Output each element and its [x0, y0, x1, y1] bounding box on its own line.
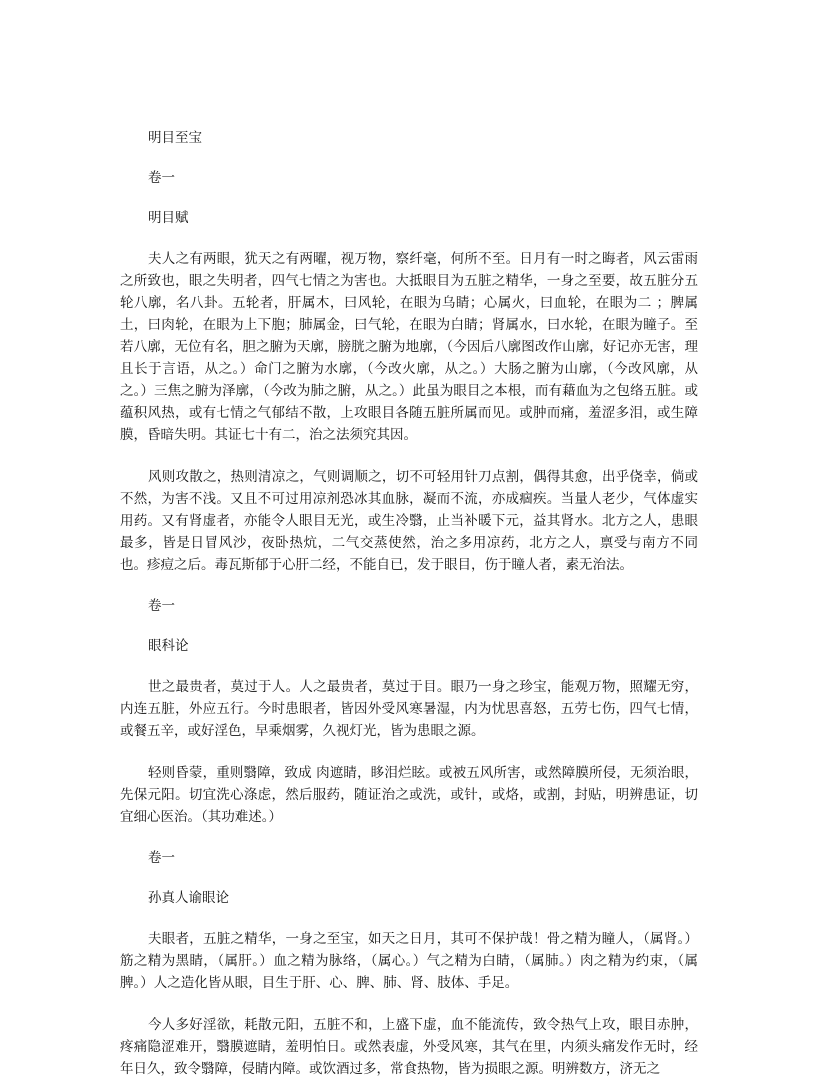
section-title-mingmufu: 明目赋	[148, 210, 189, 226]
paragraph: 轻则昏蒙，重则翳障，致成 肉遮睛，眵泪烂眩。或被五风所害，或然障膜所侵，无须治眼，先保元阳。切宜洗心涤虑，然后服药，随证治之或洗，或针，或烙，或割，封贴，明辨患证，切宜细心医治。（其功难述。）	[120, 765, 698, 825]
section-title-yankelun: 眼科论	[148, 638, 189, 654]
paragraph: 风则攻散之，热则清凉之，气则调顺之，切不可轻用针刀点割，偶得其愈，出乎侥幸，倘或不然，为害不浅。又且不可过用凉剂恐冰其血脉，凝而不流，亦成痼疾。当量人老少，气体虚实用药。又有肾虚者，亦能令人眼目无光，或生冷翳，止当补暖下元，益其肾水。北方之人，患眼最多，皆是日冒风沙，夜卧热炕，二气交蒸使然，治之多用凉药，北方之人，禀受与南方不同也。疹痘之后。毒瓦斯郁于心肝二经，不能自已，发于眼目，伤于瞳人者，素无治法。	[120, 469, 698, 573]
volume-label-3: 卷一	[148, 850, 175, 866]
book-title: 明目至宝	[148, 130, 202, 146]
section-title-sunzhenren: 孙真人谕眼论	[148, 890, 229, 906]
volume-label-2: 卷一	[148, 598, 175, 614]
paragraph: 夫眼者，五脏之精华，一身之至宝，如天之日月，其可不保护哉！骨之精为瞳人，（属肾。）筋之精为黑睛，（属肝。）血之精为脉络，（属心。）气之精为白睛，（属肺。）肉之精为约束，（属脾。）人之造化皆从眼，目生于肝、心、脾、肺、肾、肢体、手足。	[120, 931, 698, 991]
volume-label-1: 卷一	[148, 170, 175, 186]
paragraph: 夫人之有两眼，犹天之有两曜，视万物，察纤毫，何所不至。日月有一时之晦者，风云雷雨之所致也，眼之失明者，四气七情之为害也。大抵眼目为五脏之精华，一身之至要，故五脏分五轮八廓，名八卦。五轮者，肝属木，曰风轮，在眼为乌睛；心属火，曰血轮，在眼为二 ；脾属土，曰肉轮，在眼为上下胞；肺属金，曰气轮，在眼为白睛；肾属水，曰水轮，在眼为瞳子。至若八廓，无位有名，胆之腑为天廓，膀胱之腑为地廓，（今因后八廓图改作山廓，好记亦无害，理且长于言语，从之。）命门之腑为水廓，（今改火廓，从之。）大肠之腑为山廓，（今改风廓，从之。）三焦之腑为泽廓，（今改为肺之腑，从之。）此虽为眼目之本根，而有藉血为之包络五脏。或蕴积风热，或有七情之气郁结不散，上攻眼目各随五脏所属而见。或肿而痛，羞涩多泪，或生障膜，昏暗失明。其证七十有二，治之法须究其因。	[120, 251, 698, 443]
paragraph: 世之最贵者，莫过于人。人之最贵者，莫过于目。眼乃一身之珍宝，能观万物，照耀无穷，内连五脏，外应五行。今时患眼者，皆因外受风寒暑湿，内为忧思喜怒，五劳七伤，四气七情，或餐五辛，或好淫色，早乘烟雾，久视灯光，皆为患眼之源。	[120, 679, 698, 739]
paragraph: 今人多好淫欲，耗散元阳，五脏不和，上盛下虚，血不能流传，致令热气上攻，眼目赤肿，疼痛隐涩难开，翳膜遮睛，羞明怕日。或然表虚，外受风寒，其气在里，内须头痛发作无时，经年日久，致令翳障，侵睛内障。或饮酒过多，常食热物，皆为损眼之源。明辨数方，济无之	[120, 1017, 698, 1077]
